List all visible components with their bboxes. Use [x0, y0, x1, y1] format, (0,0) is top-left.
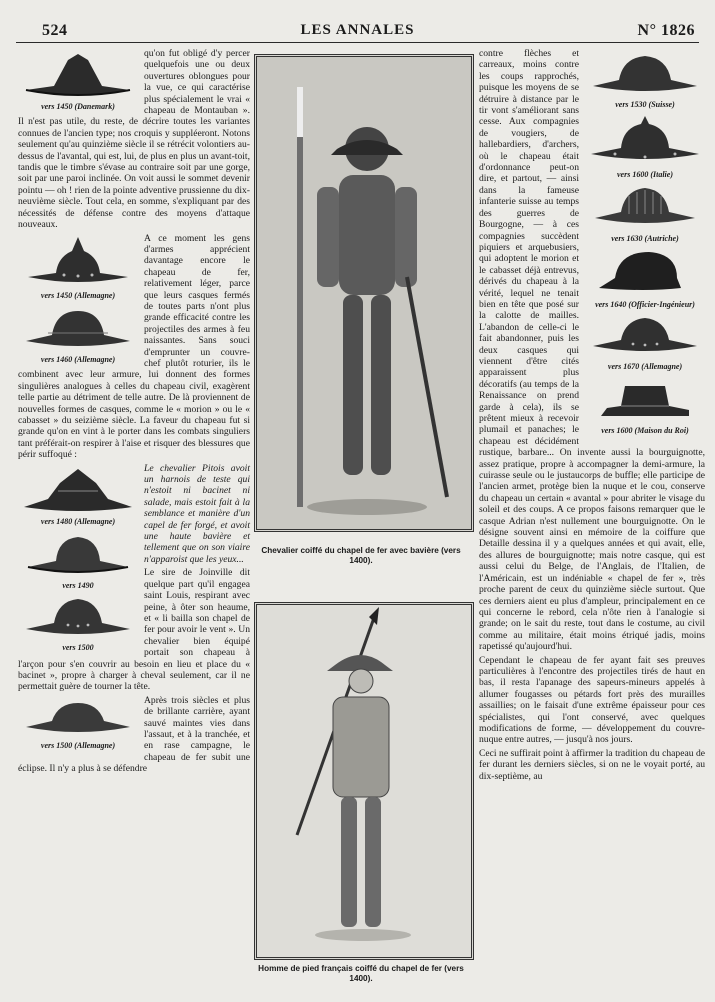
helmet-illustration-1450-allemagne: [18, 235, 138, 301]
helmet-illustration-1630-autriche: [585, 184, 705, 244]
helmet-illustration-1480-allemagne: [18, 465, 138, 527]
historical-quote: Le chevalier Pitois avoit un harnois de teste qui n'estoit ni bacinet ni salade, mais estoit fait à la semblance et manière d'un capel de fer forgé, et avoit une haute bavière et tellement que on son viaire n'apparoist que les yeux...: [144, 462, 250, 565]
helmet-caption: vers 1640 (Officier-Ingénieur): [595, 300, 695, 309]
helmet-caption: vers 1480 (Allemagne): [40, 516, 116, 526]
paragraph: Le sire de Joinville dit quelque part qu'il engagea saint Louis, respirant avec peine, à ôter son heaume, et « li bailla son chapel de fer pour avoir le vent ». Un chevalier bien équipé portait son chapeau à l'arçon pour s'en couvrir au besoin en lieu et place du « bacinet », propre à charger à cheval seulement, car il ne permettait guère de tourner la tête.: [18, 567, 250, 693]
figure-caption: Chevalier coiffé du chapel de fer avec bavière (vers 1400).: [261, 546, 461, 565]
paragraph: A ce moment les gens d'armes apprécient davantage encore le chapeau de fer, relativement léger, parce que leurs casques fermés de toutes parts n'ont plus grande efficacité contre les projectiles des armes à feu naissantes. Sans souci d'emprunter un couvre-chef plutôt roturier, ils le combinent avec leur armure, lui donnent des formes singulières analogues à celles du chapeau civil, exagèrent telle partie au détriment de telle autre. De là proviennent de nouvelles formes de casques, comme le « morion » ou le « cabasset » du seizième siècle. La faveur du chapeau fut si grande qu'on en vint à le porter dans les combats singuliers tant préférait-on respirer à l'aise et risquer des blessures que périr suffoqué :: [18, 232, 250, 461]
issue-number: N° 1826: [637, 22, 695, 39]
helmet-illustration-1460-allemagne: [18, 305, 138, 365]
helmet-caption: vers 1460 (Allemagne): [40, 354, 116, 364]
right-column: [479, 48, 705, 784]
paragraph: qu'on fut obligé d'y percer quelquefois une ou deux ouvertures oblongues pour la vue, ce qui caractérise plus spécialement le vrai « chapeau de Montauban ». Il n'est pas utile, du reste, de décrire toutes les variantes connues de l'ancien type; nos croquis y suppléeront. Notons seulement qu'au quinzième siècle il se rétrécit volontiers au-dessus de l'avantal, qui est, lui, de plus en plus un avant-toit, tandis que le timbre s'évase au contraire soit par une gorge, soit par une paroi inclinée. On voit aussi le sommet devenir pointu — oh ! rien de la pointe adventive prussienne du dix-neuvième siècle. Tout cela, en somme, s'expliquant par des nécessités de défense contre des moyens d'attaque nouveaux.: [18, 48, 250, 231]
paragraph: Après trois siècles et plus de brillante carrière, ayant sauvé maintes vies dans l'assaut, et à la tranchée, et en rase campagne, le chapeau de fer subit une éclipse. Il n'y a plus à se défendre: [18, 694, 250, 775]
helmet-illustration-1640-officier: [585, 248, 705, 310]
helmet-caption: vers 1670 (Allemagne): [607, 362, 683, 371]
foot-soldier-illustration: [254, 602, 474, 960]
helmet-caption: vers 1530 (Suisse): [615, 100, 675, 109]
helmet-caption: vers 1600 (Maison du Roi): [601, 426, 689, 435]
helmet-illustration-1530-suisse: [585, 50, 705, 110]
helmet-caption: vers 1450 (Allemagne): [40, 290, 116, 300]
helmet-illustration-1600-italie: [585, 114, 705, 180]
page-number: 524: [42, 22, 68, 39]
helmet-illustration-1500-allemagne: [18, 697, 138, 751]
helmet-illustration-1500: [18, 595, 138, 653]
paragraph: Cependant le chapeau de fer ayant fait ses preuves particulières à l'encontre des projectiles tirés de haut en bas, il resta l'apanage des sapeurs-mineurs appelés à allumer fougasses ou pétards fort près des murailles assaillies; on le faisait d'une extrême épaisseur pour ces spécialistes, qui l'ont conservé, avec quelques modifications de forme, — développement du couvre-nuque entre autres, — jusqu'à nos jours.: [479, 654, 705, 746]
helmet-caption: vers 1490: [62, 580, 94, 590]
helmet-caption: vers 1500 (Allemagne): [40, 740, 116, 750]
left-column: [18, 48, 250, 777]
magazine-title: LES ANNALES: [300, 22, 415, 38]
helmet-illustration-1490: [18, 531, 138, 591]
paragraph: Ceci ne suffirait point à affirmer la tradition du chapeau de fer durant les derniers siècles, si on ne le voyait porté, au dix-septième, au: [479, 747, 705, 782]
helmet-caption: vers 1600 (Italie): [617, 170, 673, 179]
header-rule: [16, 42, 699, 43]
helmet-illustration-1450-danemark: [18, 50, 138, 112]
figure-caption: Homme de pied français coiffé du chapel de fer (vers 1400).: [258, 964, 464, 983]
helmet-caption: vers 1450 (Danemark): [41, 102, 115, 111]
helmet-caption: vers 1500: [62, 642, 94, 652]
helmet-illustration-1600-maison-du-roi: [585, 376, 705, 436]
paragraph: contre flèches et carreaux, moins contre les coups rapprochés, puisque les moyens de se détruire à distance par le tir vont s'améliorant sans cesse. Aux compagnies de vougiers, de hallebardiers, d'archers, où le chapeau était d'ordonnance peut-on dire, et partout, — ainsi dans la fameuse infanterie suisse au temps des guerres de Bourgogne, — à ces compagnies succèdent piquiers et arquebusiers, qui adoptent le morion et le cabasset déjà entrevus, dérivés du chapeau à la vérité, lequel ne tenait bien en tête que posé sur la calotte de mailles. L'abandon de celle-ci le fait abandonner, puis les deux casques qui viennent d'être cités apparaissent plus décoratifs (au temps de la Renaissance on prend garde à cela), ils se prêtent mieux à recevoir plumail et panaches; le chapeau est décidément rustique, barbare... On invente aussi la bourguignotte, assez pratique, propre à accompagner la demi-armure, la cuirasse seule ou le justaucorps de buffle; elle participe de l'ancien armet, protège bien la nuque et le cou, conserve du chapeau un certain « avantal » pour abriter le visage du soleil et des coups. A ce propos faisons remarquer que le casque Adrian n'est nullement une bourguignotte. On le désigne souvent ainsi en mémoire de la coiffure que Detaille dessina il y a quelques années et qui avait, elle, des allures de bourguignotte; mais notre casque, qui est aussi celui du Belge, de l'Anglais, de l'Italien, de l'Américain, est un indéniable « chapel de fer », très proche parent de ceux du quinzième siècle surtout. Que ces derniers aient eu plus d'ampleur, principalement en ce qui concerne le rebord, cela n'ôte rien à l'analogie si grande; on le sait du reste, tout dans le costume, au civil comme au militaire, était moins étriqué jadis, moins rapetissé qu'aujourd'hui.: [479, 48, 705, 653]
helmet-illustration-1670-allemagne: [585, 314, 705, 372]
knight-illustration: [254, 54, 474, 532]
helmet-caption: vers 1630 (Autriche): [611, 234, 679, 243]
